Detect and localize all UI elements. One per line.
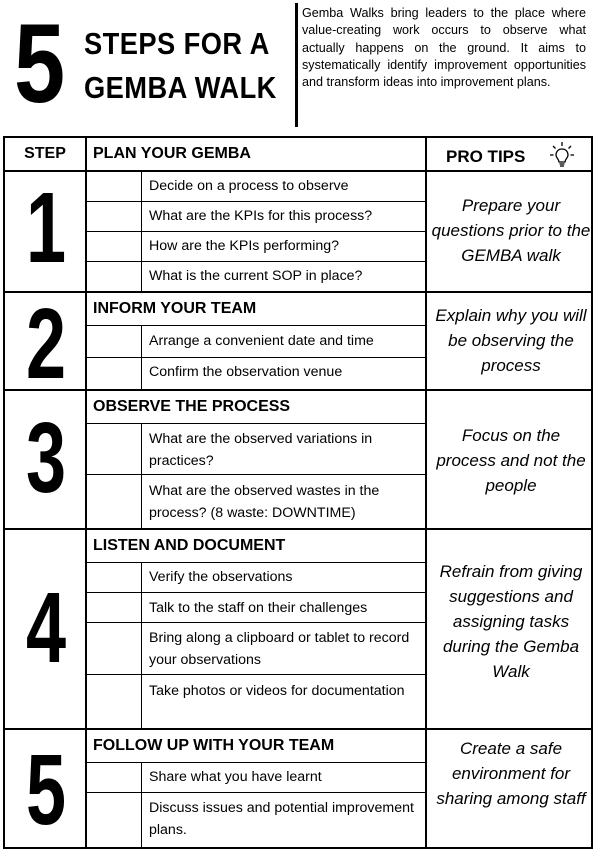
step-1-item-3: How are the KPIs performing? [149,238,340,254]
item-divider [85,474,425,475]
step-5-number: 5 [25,734,67,846]
item-divider [85,261,425,262]
step-3-title: OBSERVE THE PROCESS [93,398,291,415]
pro-tips-header: PRO TIPS [446,147,526,166]
step-5-tip: Create a safe environment for sharing among staff [436,739,586,808]
step-3-item-2: What are the observed wastes in the process? (8 waste: DOWNTIME) [149,483,380,521]
item-divider [85,562,425,563]
steps-table [3,136,593,849]
item-divider [85,325,425,326]
item-divider [85,201,425,202]
intro-text: Gemba Walks bring leaders to the place where value-creating work occurs to observe what actually happens on the ground. It aims to systematically identify improvement opportunities and transform ideas into improvement plans. [302,6,586,90]
step-1-item-1: Decide on a process to observe [149,178,349,194]
step-4-item-2: Talk to the staff on their challenges [149,600,368,616]
step-2-item-1: Arrange a convenient date and time [149,333,374,349]
item-divider [85,622,425,623]
header [0,0,600,132]
item-divider [85,357,425,358]
lightbulb-icon [549,141,575,169]
row-divider [5,291,591,293]
checkbox-divider [141,562,142,728]
checkbox-divider [141,423,142,528]
step-4-item-3: Bring along a clipboard or tablet to record your observations [149,630,410,668]
step-3-item-1: What are the observed variations in practices? [149,431,373,469]
step-4-title: LISTEN AND DOCUMENT [93,537,286,554]
step-1-number: 1 [25,172,67,284]
item-divider [85,231,425,232]
item-divider [85,592,425,593]
step-4-item-1: Verify the observations [149,569,293,585]
row-divider [5,389,591,391]
item-divider [85,423,425,424]
title-line-1: STEPS FOR A [84,26,270,61]
step-1-tip: Prepare your questions prior to the GEMBA walk [431,196,591,265]
step-2-item-2: Confirm the observation venue [149,364,343,380]
step-5-item-1: Share what you have learnt [149,769,322,785]
page-title [84,22,277,110]
step-4-item-4: Take photos or videos for documentation [149,683,405,699]
step-2-tip: Explain why you will be observing the process [435,306,587,375]
step-3-number: 3 [25,402,67,514]
step-2-title: INFORM YOUR TEAM [93,300,257,317]
item-divider [85,762,425,763]
title-line-2: GEMBA WALK [84,70,277,105]
step-3-tip: Focus on the process and not the people [436,426,586,495]
step-1-item-2: What are the KPIs for this process? [149,208,373,224]
row-divider [5,528,591,530]
tips-column-divider [425,138,427,847]
item-divider [85,674,425,675]
step-column-header: STEP [24,145,66,162]
step-2-number: 2 [25,288,67,400]
step-5-title: FOLLOW UP WITH YOUR TEAM [93,737,335,754]
row-divider [5,170,591,172]
step-1-title: PLAN YOUR GEMBA [93,145,251,162]
step-4-number: 4 [25,572,67,684]
header-divider [295,3,298,127]
row-divider [5,728,591,730]
big-number: 5 [14,1,66,126]
item-divider [85,792,425,793]
step-1-item-4: What is the current SOP in place? [149,268,363,284]
step-column-divider [85,138,87,847]
checkbox-divider [141,762,142,847]
step-5-item-2: Discuss issues and potential improvement plans. [149,800,414,838]
step-4-tip: Refrain from giving suggestions and assigning tasks during the Gemba Walk [439,562,583,681]
